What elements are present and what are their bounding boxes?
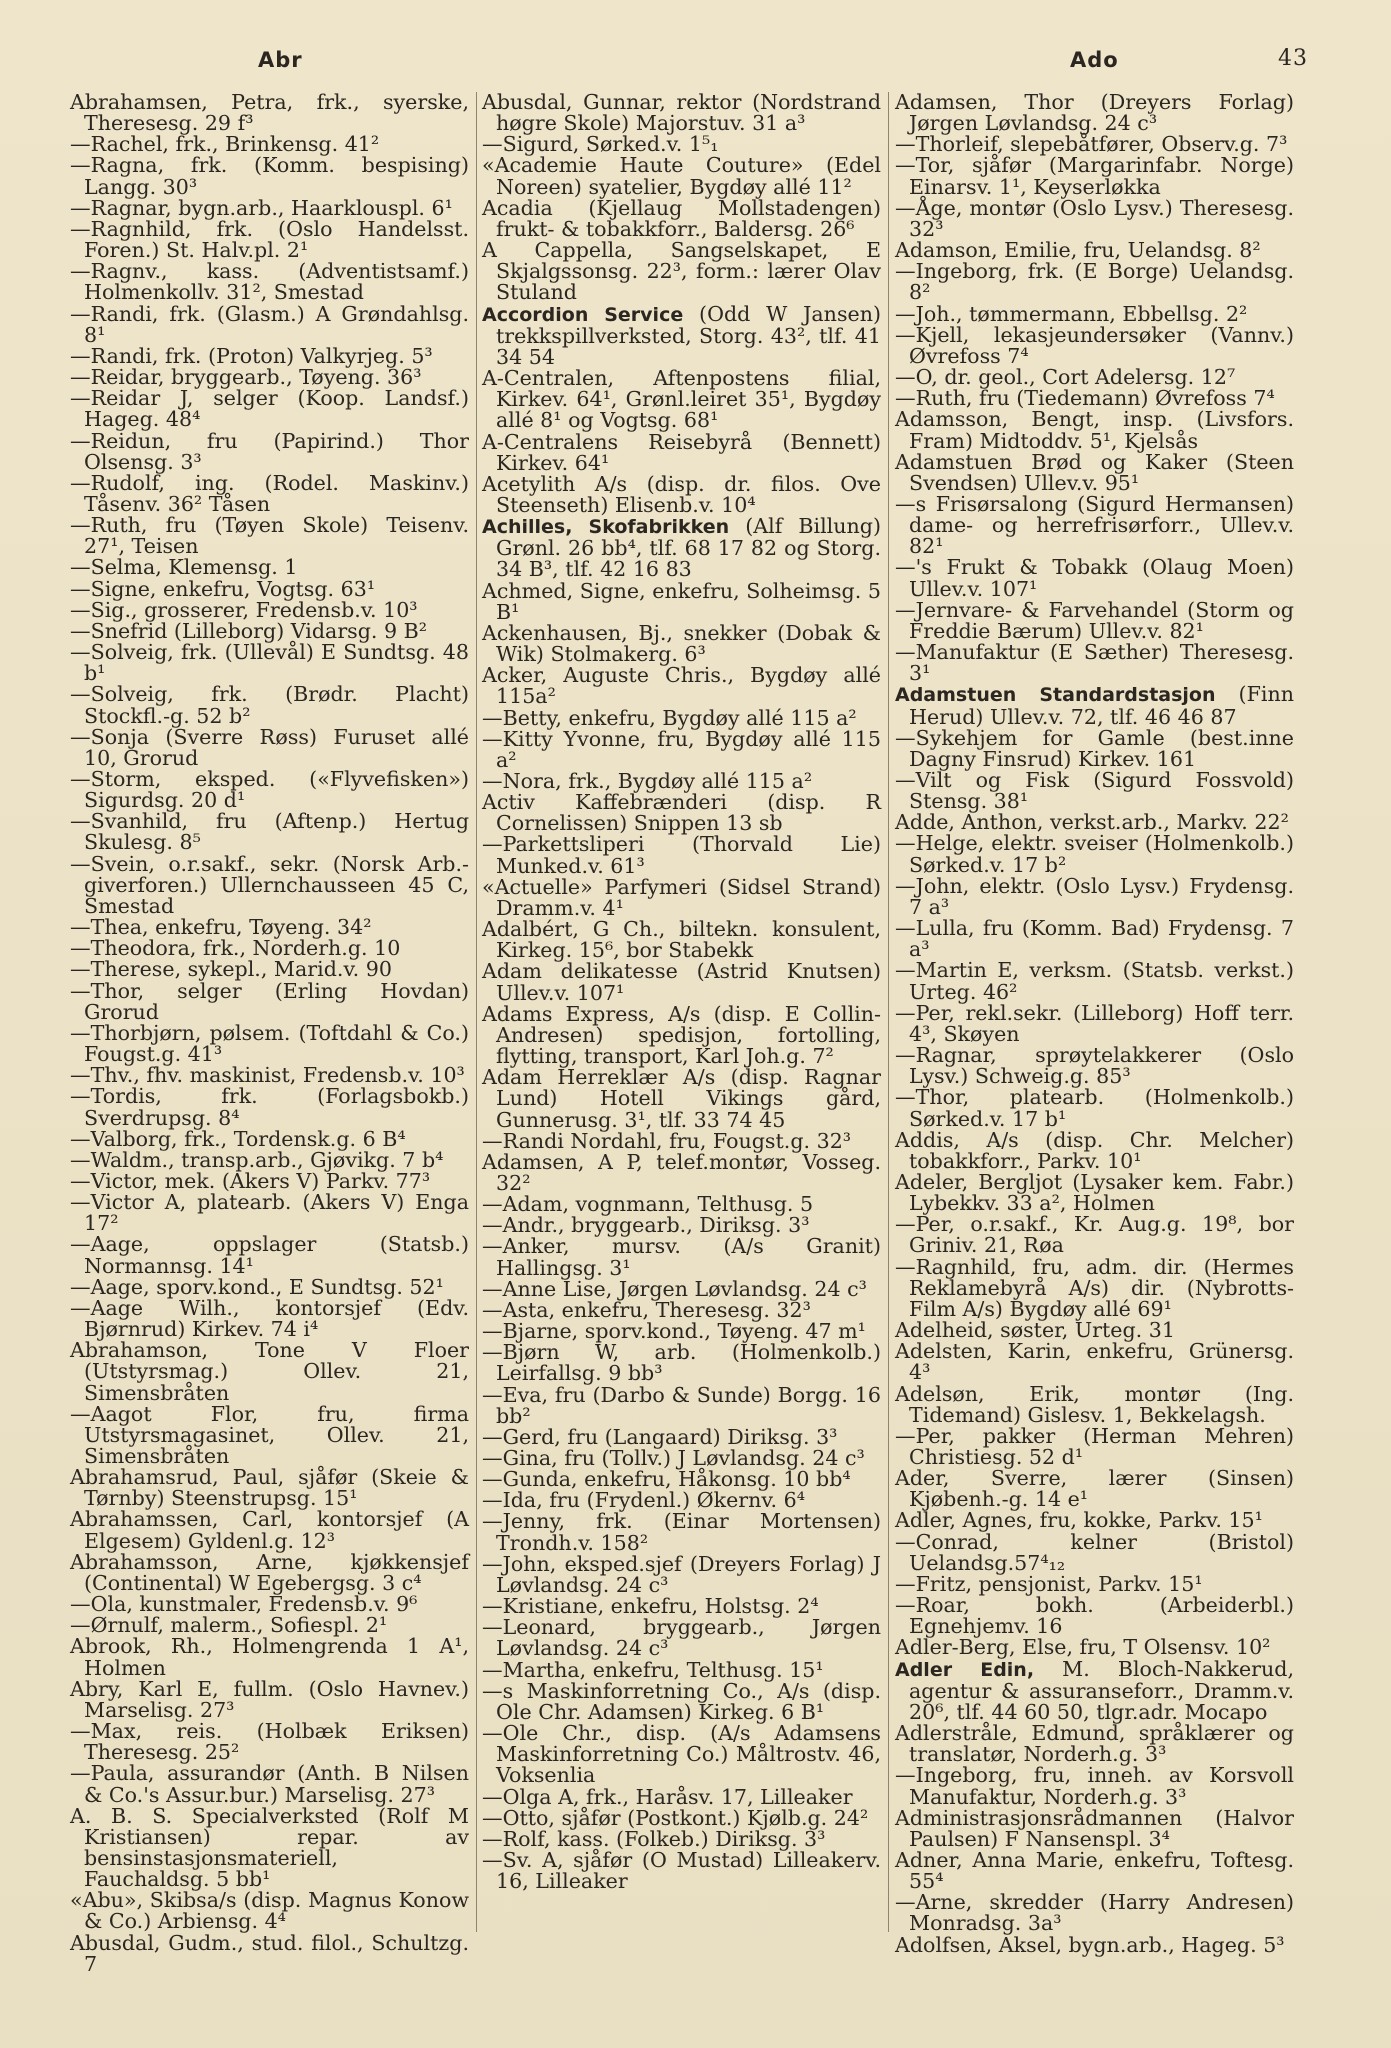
directory-entry: Abry, Karl E, fullm. (Oslo Havnev.) Marselisg. 27³ xyxy=(70,1676,469,1722)
directory-entry: —Sykehjem for Gamle (best.inne Dagny Finsrud) Kirkev. 161 xyxy=(895,725,1294,771)
directory-entry: —Ragnar, bygn.arb., Haarklouspl. 6¹ xyxy=(70,195,453,220)
directory-entry: Abrook, Rh., Holmengrenda 1 A¹, Holmen xyxy=(70,1634,469,1680)
directory-entry: —Ragna, frk. (Komm. bespising) Langg. 30³ xyxy=(70,153,469,199)
directory-entry: —Therese, sykepl., Marid.v. 90 xyxy=(70,957,392,982)
directory-entry: —Betty, enkefru, Bygdøy allé 115 a² xyxy=(482,705,857,730)
directory-entry: —Max, reis. (Holbæk Eriksen) Theresesg. 25² xyxy=(70,1719,469,1765)
directory-entry: —Eva, fru (Darbo & Sunde) Borgg. 16 bb² xyxy=(482,1382,881,1428)
directory-entry: —Vilt og Fisk (Sigurd Fossvold) Stensg. 38¹ xyxy=(895,768,1294,814)
directory-entry: —Conrad, kelner (Bristol) Uelandsg.57⁴₁₂ xyxy=(895,1529,1294,1575)
directory-entry: —Snefrid (Lilleborg) Vidarsg. 9 B² xyxy=(70,618,428,643)
directory-entry: —Ida, fru (Frydenl.) Økernv. 6⁴ xyxy=(482,1488,806,1513)
directory-entry: —Rolf, kass. (Folkeb.) Diriksg. 3³ xyxy=(482,1826,826,1851)
directory-entry: —Ole Chr., disp. (A/s Adamsens Maskinforretning Co.) Måltrostv. 46, Voksenlia xyxy=(482,1721,881,1788)
directory-entry: —Nora, frk., Bygdøy allé 115 a² xyxy=(482,769,813,793)
directory-entry: —Ragnv., kass. (Adventistsamf.) Holmenkollv. 31², Smestad xyxy=(70,259,469,305)
directory-entry: Adalbért, G Ch., biltekn. konsulent, Kirkeg. 15⁶, bor Stabekk xyxy=(482,917,881,963)
directory-entry: —Thv., fhv. maskinist, Fredensb.v. 10³ xyxy=(70,1063,465,1088)
directory-entry: —Andr., bryggearb., Diriksg. 3³ xyxy=(482,1213,810,1238)
directory-entry: —'s Frukt & Tobakk (Olaug Moen) Ullev.v. 107¹ xyxy=(895,555,1294,601)
directory-entry: —Jenny, frk. (Einar Mortensen) Trondh.v. 158² xyxy=(482,1509,881,1555)
directory-entry: Adeler, Bergljot (Lysaker kem. Fabr.) Lybekkv. 33 a², Holmen xyxy=(895,1169,1294,1216)
directory-entry: Adelsten, Karin, enkefru, Grünersg. 4³ xyxy=(895,1339,1294,1385)
directory-entry: Adamsson, Bengt, insp. (Livsfors. Fram) Midtoddv. 5¹, Kjelsås xyxy=(895,407,1294,453)
directory-entry: Adamsen, Thor (Dreyers Forlag) Jørgen Løvlandsg. 24 c³ xyxy=(895,90,1294,136)
directory-entry: Abrahamsen, Petra, frk., syerske, Theresesg. 29 f³ xyxy=(70,90,469,136)
directory-entry: —Rachel, frk., Brinkensg. 41² xyxy=(70,132,380,157)
directory-entry: —Asta, enkefru, Theresesg. 32³ xyxy=(482,1297,811,1322)
directory-entry: Adamstuen Brød og Kaker (Steen Svendsen) Ullev.v. 95¹ xyxy=(895,449,1294,495)
directory-entry: —Ørnulf, malerm., Sofiespl. 2¹ xyxy=(70,1613,388,1638)
directory-entry: —Ragnar, sprøytelakkerer (Oslo Lysv.) Schweig.g. 85³ xyxy=(895,1043,1294,1089)
directory-entry: —Bjørn W, arb. (Holmenkolb.) Leirfallsg. 9 bb³ xyxy=(482,1340,881,1386)
directory-entry: —Bjarne, sporv.kond., Tøyeng. 47 m¹ xyxy=(482,1319,866,1344)
directory-entry: —Solveig, frk. (Brødr. Placht) Stockfl.-g. 52 b² xyxy=(70,682,469,728)
directory-entry: —Svanhild, fru (Aftenp.) Hertug Skulesg. 8⁵ xyxy=(70,809,469,855)
directory-entry: Abrahamsson, Arne, kjøkkensjef (Continental) W Egebergsg. 3 c⁴ xyxy=(70,1549,469,1595)
directory-entry: —Jernvare- & Farvehandel (Storm og Freddie Bærum) Ullev.v. 82¹ xyxy=(895,597,1294,643)
directory-entry: —John, elektr. (Oslo Lysv.) Frydensg. 7 a³ xyxy=(895,873,1294,919)
directory-entry: —Tordis, frk. (Forlagsbokb.) Sverdrupsg. 8⁴ xyxy=(70,1084,469,1130)
directory-entry: —Adam, vognmann, Telthusg. 5 xyxy=(482,1192,814,1217)
directory-entry: Adolfsen, Aksel, bygn.arb., Hageg. 5³ xyxy=(895,1932,1285,1957)
directory-entry: Adam Herreklær A/s (disp. Ragnar Lund) Hotell Vikings gård, Gunnerusg. 3¹, tlf. 33 74 45 xyxy=(482,1065,881,1132)
directory-entry: —Aage, oppslager (Statsb.) Normannsg. 14¹ xyxy=(70,1232,469,1278)
directory-entry: —Aage Wilh., kontorsjef (Edv. Bjørnrud) Kirkev. 74 i⁴ xyxy=(70,1295,469,1342)
directory-entry: —Reidar J, selger (Koop. Landsf.) Hageg. 48⁴ xyxy=(70,386,469,432)
directory-entry: —Arne, skredder (Harry Andresen) Monradsg. 3a³ xyxy=(895,1890,1294,1936)
directory-entry: —Victor A, platearb. (Akers V) Enga 17² xyxy=(70,1190,469,1236)
column-3 xyxy=(895,92,1294,1956)
directory-entry: —Gunda, enkefru, Håkonsg. 10 bb⁴ xyxy=(482,1467,851,1492)
column-divider xyxy=(888,92,889,1932)
directory-entry: Adam delikatesse (Astrid Knutsen) Ullev.v. 107¹ xyxy=(482,959,881,1005)
directory-entry: Adelsøn, Erik, montør (Ing. Tidemand) Gislesv. 1, Bekkelagsh. xyxy=(895,1381,1294,1427)
directory-entry: —Helge, elektr. sveiser (Holmenkolb.) Sørked.v. 17 b² xyxy=(895,831,1294,877)
directory-entry: —Reidar, bryggearb., Tøyeng. 36³ xyxy=(70,365,422,390)
page-number: 43 xyxy=(1278,46,1308,71)
directory-entry: —Per, pakker (Herman Mehren) Christiesg. 52 d¹ xyxy=(895,1423,1294,1469)
directory-entry: Adlerstråle, Edmund, språklærer og translatør, Norderh.g. 3³ xyxy=(895,1721,1294,1767)
directory-entry: —Anker, mursv. (A/s Granit) Hallingsg. 3¹ xyxy=(482,1234,881,1280)
directory-entry: —Sv. A, sjåfør (O Mustad) Lilleakerv. 16, Lilleaker xyxy=(482,1847,881,1894)
directory-entry: Adner, Anna Marie, enkefru, Toftesg. 55⁴ xyxy=(895,1847,1294,1894)
directory-entry: —Joh., tømmermann, Ebbellsg. 2² xyxy=(895,301,1248,326)
directory-entry: Achilles, Skofabrikken (Alf Billung) Grønl. 26 bb⁴, tlf. 68 17 82 og Storg. 34 B³, tlf. 42 16 83 xyxy=(482,514,881,582)
directory-entry: —s Frisørsalong (Sigurd Hermansen) dame- og herrefrisørforr., Ullev.v. 82¹ xyxy=(895,491,1294,559)
directory-entry: —Manufaktur (E Sæther) Theresesg. 3¹ xyxy=(895,640,1294,686)
directory-entry: —Roar, bokh. (Arbeiderbl.) Egnehjemv. 16 xyxy=(895,1593,1294,1639)
directory-entry: Activ Kaffebrænderi (disp. R Cornelissen) Snippen 13 sb xyxy=(482,790,881,836)
directory-entry: Abrahamson, Tone V Floer (Utstyrsmag.) Ollev. 21, Simensbråten xyxy=(70,1338,469,1405)
directory-entry: —Sig., grosserer, Fredensb.v. 10³ xyxy=(70,597,418,622)
directory-entry: —Thorbjørn, pølsem. (Toftdahl & Co.) Fougst.g. 41³ xyxy=(70,1020,469,1067)
directory-entry: —Leonard, bryggearb., Jørgen Løvlandsg. 24 c³ xyxy=(482,1615,881,1661)
directory-entry: Adler, Agnes, fru, kokke, Parkv. 15¹ xyxy=(895,1508,1263,1533)
directory-entry: —Waldm., transp.arb., Gjøvikg. 7 b⁴ xyxy=(70,1147,444,1172)
directory-entry: Ader, Sverre, lærer (Sinsen) Kjøbenh.-g. 14 e¹ xyxy=(895,1466,1294,1512)
directory-entry: —Kjell, lekasjeundersøker (Vannv.) Øvrefoss 7⁴ xyxy=(895,322,1294,368)
directory-entry: —Svein, o.r.sakf., sekr. (Norsk Arb.-giverforen.) Ullernchausseen 45 C, Smestad xyxy=(70,851,469,918)
directory-entry: —John, eksped.sjef (Dreyers Forlag) J Løvlandsg. 24 c³ xyxy=(482,1551,881,1597)
directory-entry: Acetylith A/s (disp. dr. filos. Ove Steenseth) Elisenb.v. 10⁴ xyxy=(482,471,881,517)
directory-entry: A-Centralen, Aftenpostens filial, Kirkev. 64¹, Grønl.leiret 35¹, Bygdøy allé 8¹ og Vogtsg. 68¹ xyxy=(482,366,881,433)
directory-entry: —Gina, fru (Tollv.) J Løvlandsg. 24 c³ xyxy=(482,1446,865,1470)
directory-entry: «Abu», Skibsa/s (disp. Magnus Konow & Co.) Arbiensg. 4⁴ xyxy=(70,1888,469,1934)
directory-entry: —Ingeborg, fru, inneh. av Korsvoll Manufaktur, Norderh.g. 3³ xyxy=(895,1763,1294,1809)
directory-entry: Addis, A/s (disp. Chr. Melcher) tobakkforr., Parkv. 10¹ xyxy=(895,1127,1294,1173)
directory-entry: —Anne Lise, Jørgen Løvlandsg. 24 c³ xyxy=(482,1276,867,1301)
directory-entry: Administrasjonsrådmannen (Halvor Paulsen) F Nansenspl. 3⁴ xyxy=(895,1805,1294,1851)
directory-entry: —Aagot Flor, fru, firma Utstyrsmagasinet, Ollev. 21, Simensbråten xyxy=(70,1401,469,1468)
directory-entry: —Per, o.r.sakf., Kr. Aug.g. 19⁸, bor Griniv. 21, Røa xyxy=(895,1212,1294,1258)
directory-entry: —Storm, eksped. («Flyvefisken») Sigurdsg. 20 d¹ xyxy=(70,767,469,813)
directory-entry: —Gerd, fru (Langaard) Diriksg. 3³ xyxy=(482,1424,838,1449)
directory-entry: Adelheid, søster, Urteg. 31 xyxy=(895,1318,1175,1343)
directory-entry: —Parkettsliperi (Thorvald Lie) Munked.v. 61³ xyxy=(482,832,881,878)
directory-entry: —Ingeborg, frk. (E Borge) Uelandsg. 8² xyxy=(895,259,1294,305)
directory-entry: Acker, Auguste Chris., Bygdøy allé 115a² xyxy=(482,663,881,709)
column-divider xyxy=(476,92,477,1932)
directory-entry: —s Maskinforretning Co., A/s (disp. Ole Chr. Adamsen) Kirkeg. 6 B¹ xyxy=(482,1678,881,1724)
directory-entry: —Ragnhild, frk. (Oslo Handelsst. Foren.) St. Halv.pl. 2¹ xyxy=(70,216,469,263)
directory-entry: —Randi Nordahl, fru, Fougst.g. 32³ xyxy=(482,1128,852,1153)
directory-entry: —Olga A, frk., Haråsv. 17, Lilleaker xyxy=(482,1784,853,1809)
directory-entry: —Lulla, fru (Komm. Bad) Frydensg. 7 a³ xyxy=(895,916,1294,962)
directory-entry: Adler Edin, M. Bloch-Nakkerud, agentur & assuranseforr., Dramm.v. 20⁶, tlf. 44 60 50, tlgr.adr. Mocapo xyxy=(895,1656,1294,1724)
directory-entry: —Paula, assurandør (Anth. B Nilsen & Co.'s Assur.bur.) Marselisg. 27³ xyxy=(70,1761,469,1807)
directory-entry: Achmed, Signe, enkefru, Solheimsg. 5 B¹ xyxy=(482,578,881,624)
directory-entry: —Randi, frk. (Glasm.) A Grøndahlsg. 8¹ xyxy=(70,301,469,347)
directory-entry: —Ola, kunstmaler, Fredensb.v. 9⁶ xyxy=(70,1592,418,1617)
directory-entry: —Sonja (Sverre Røss) Furuset allé 10, Grorud xyxy=(70,724,469,770)
directory-entry: Adler-Berg, Else, fru, T Olsensv. 10² xyxy=(895,1635,1271,1660)
directory-entry: —Signe, enkefru, Vogtsg. 63¹ xyxy=(70,576,376,601)
directory-entry: —Solveig, frk. (Ullevål) E Sundtsg. 48 b¹ xyxy=(70,640,469,686)
directory-entry: Adde, Anthon, verkst.arb., Markv. 22² xyxy=(895,810,1289,835)
directory-entry: Acadia (Kjellaug Mollstadengen) frukt- & tobakkforr., Baldersg. 26⁶ xyxy=(482,195,881,241)
directory-entry: —Martin E, verksm. (Statsb. verkst.) Urteg. 46² xyxy=(895,958,1294,1004)
directory-entry: —Selma, Klemensg. 1 xyxy=(70,555,298,580)
directory-entry: —Aage, sporv.kond., E Sundtsg. 52¹ xyxy=(70,1274,444,1299)
directory-entry: —Tor, sjåfør (Margarinfabr. Norge) Einarsv. 1¹, Keyserløkka xyxy=(895,153,1294,199)
directory-entry: Adamsen, A P, telef.montør, Vosseg. 32² xyxy=(482,1149,881,1195)
directory-entry: —Martha, enkefru, Telthusg. 15¹ xyxy=(482,1657,824,1682)
directory-entry: Accordion Service (Odd W Jansen) trekkspillverksted, Storg. 43², tlf. 41 34 54 xyxy=(482,301,881,369)
directory-entry: —Per, rekl.sekr. (Lilleborg) Hoff terr. 4³, Skøyen xyxy=(895,1000,1294,1046)
directory-entry: —Kristiane, enkefru, Holstsg. 2⁴ xyxy=(482,1594,819,1619)
directory-entry: —Thor, platearb. (Holmenkolb.) Sørked.v. 17 b¹ xyxy=(895,1085,1294,1131)
directory-entry: Abrahamssen, Carl, kontorsjef (A Elgesem) Gyldenl.g. 12³ xyxy=(70,1507,469,1553)
directory-entry: —Otto, sjåfør (Postkont.) Kjølb.g. 24² xyxy=(482,1805,869,1830)
directory-entry: —Thea, enkefru, Tøyeng. 34² xyxy=(70,915,372,940)
directory-entry: «Academie Haute Couture» (Edel Noreen) syatelier, Bygdøy allé 11² xyxy=(482,153,881,199)
directory-entry: —Ruth, fru (Tøyen Skole) Teisenv. 27¹, Teisen xyxy=(70,513,469,559)
directory-entry: Abusdal, Gunnar, rektor (Nordstrand høgre Skole) Majorstuv. 31 a³ xyxy=(482,90,881,136)
directory-entry: A-Centralens Reisebyrå (Bennett) Kirkev. 64¹ xyxy=(482,429,881,475)
directory-entry: —Rudolf, ing. (Rodel. Maskinv.) Tåsenv. 36² Tåsen xyxy=(70,470,469,516)
directory-entry: A Cappella, Sangselskapet, E Skjalgssonsg. 22³, form.: lærer Olav Stuland xyxy=(482,238,881,305)
directory-entry: —Ruth, fru (Tiedemann) Øvrefoss 7⁴ xyxy=(895,386,1275,411)
directory-entry: —Sigurd, Sørked.v. 1⁵₁ xyxy=(482,132,719,157)
directory-entry: —Kitty Yvonne, fru, Bygdøy allé 115 a² xyxy=(482,726,881,772)
directory-entry: —Valborg, frk., Tordensk.g. 6 B⁴ xyxy=(70,1126,406,1151)
running-head-left: Abr xyxy=(258,48,303,72)
directory-entry: —Ragnhild, fru, adm. dir. (Hermes Reklamebyrå A/s) dir. (Nybrotts-Film A/s) Bygdøy allé 69¹ xyxy=(895,1254,1294,1321)
column-2 xyxy=(482,92,881,1892)
directory-entry: Adams Express, A/s (disp. E Collin-Andresen) spedisjon, fortolling, flytting, transport, Karl Joh.g. 7² xyxy=(482,1001,881,1069)
directory-entry: —Theodora, frk., Norderh.g. 10 xyxy=(70,936,401,961)
directory-entry: Adamstuen Standardstasjon (Finn Herud) Ullev.v. 72, tlf. 46 46 87 xyxy=(895,682,1294,729)
running-head-right: Ado xyxy=(1070,48,1119,72)
directory-entry: Abusdal, Gudm., stud. filol., Schultzg. 7 xyxy=(70,1930,469,1976)
directory-entry: —Åge, montør (Oslo Lysv.) Theresesg. 32³ xyxy=(895,195,1294,241)
directory-entry: A. B. S. Specialverksted (Rolf M Kristiansen) repar. av bensinstasjonsmateriell, Fauchaldsg. 5 bb¹ xyxy=(70,1803,469,1892)
directory-entry: —Randi, frk. (Proton) Valkyrjeg. 5³ xyxy=(70,343,433,368)
directory-entry: —Fritz, pensjonist, Parkv. 15¹ xyxy=(895,1571,1203,1596)
directory-entry: —Thorleif, slepebåtfører, Observ.g. 7³ xyxy=(895,132,1288,157)
directory-entry: —Thor, selger (Erling Hovdan) Grorud xyxy=(70,978,469,1024)
column-1 xyxy=(70,92,469,1975)
directory-entry: —Reidun, fru (Papirind.) Thor Olsensg. 3³ xyxy=(70,428,469,474)
directory-entry: Ackenhausen, Bj., snekker (Dobak & Wik) Stolmakerg. 6³ xyxy=(482,620,881,667)
directory-entry: —O, dr. geol., Cort Adelersg. 12⁷ xyxy=(895,365,1236,390)
directory-entry: «Actuelle» Parfymeri (Sidsel Strand) Dramm.v. 4¹ xyxy=(482,874,881,920)
directory-entry: —Victor, mek. (Akers V) Parkv. 77³ xyxy=(70,1168,431,1193)
directory-entry: Abrahamsrud, Paul, sjåfør (Skeie & Tørnby) Steenstrupsg. 15¹ xyxy=(70,1465,469,1511)
directory-entry: Adamson, Emilie, fru, Uelandsg. 8² xyxy=(895,238,1261,263)
